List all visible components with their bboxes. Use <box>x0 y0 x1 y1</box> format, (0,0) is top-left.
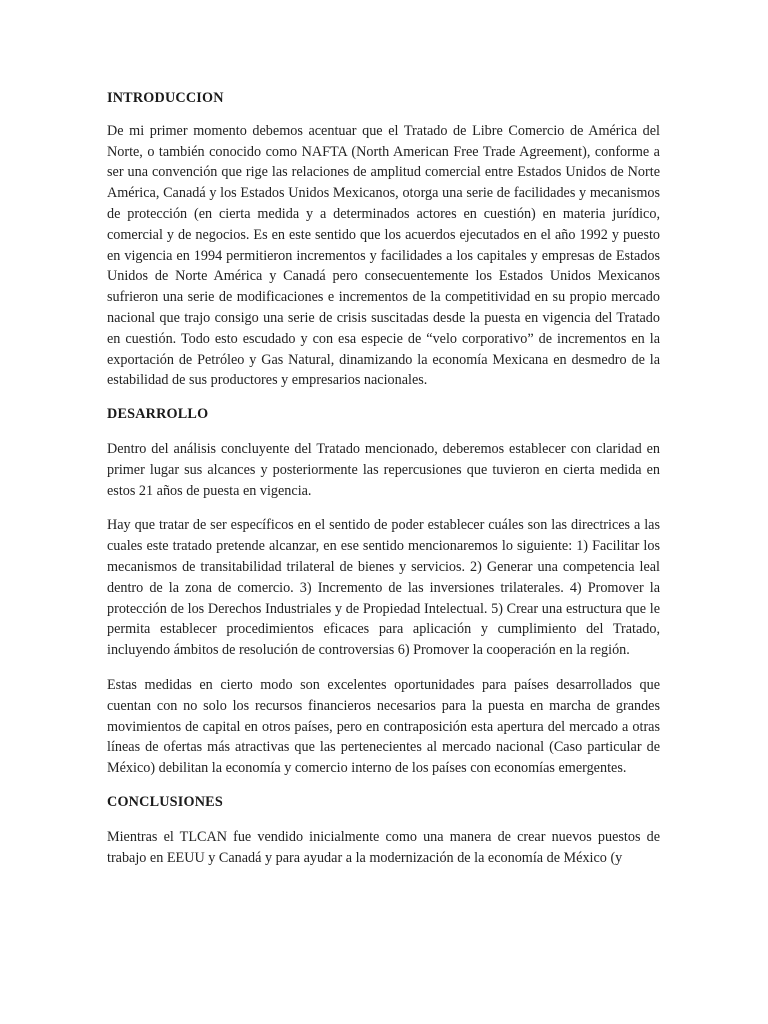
paragraph-desarrollo-1: Dentro del análisis concluyente del Tratado mencionado, deberemos establecer con claridad en primer lugar sus alcances y posteriormente las repercusiones que tuvieron en cierta medida en estos 21 años de puesta en vigencia. <box>107 440 660 499</box>
heading-desarrollo: DESARROLLO <box>107 406 209 423</box>
heading-conclusiones: CONCLUSIONES <box>107 793 223 810</box>
paragraph-conclusiones-1: Mientras el TLCAN fue vendido inicialmente como una manera de crear nuevos puestos de trabajo en EEUU y Canadá y para ayudar a la modernización de la economía de México (y <box>107 828 660 866</box>
paragraph-desarrollo-3: Estas medidas en cierto modo son excelentes oportunidades para países desarrollados que cuentan con no solo los recursos financieros necesarios para la puesta en marcha de grandes movimientos de capital en otros países, pero en contraposición esta apertura del mercado a otras líneas de ofertas más atractivas que las pertenecientes al mercado nacional (Caso particular de México) debilitan la economía y comercio interno de los países con economías emergentes. <box>107 676 660 777</box>
paragraph-introduccion: De mi primer momento debemos acentuar que el Tratado de Libre Comercio de América del Norte, o también conocido como NAFTA (North American Free Trade Agreement), conforme a ser una convención que rige las relaciones de amplitud comercial entre Estados Unidos de Norte América, Canadá y los Estados Unidos Mexicanos, otorga una serie de facilidades y mecanismos de protección (en cierta medida y a determinados actores en cuestión) en materia jurídico, comercial y de negocios. Es en este sentido que los acuerdos ejecutados en el año 1992 y puesto en vigencia en 1994 permitieron incrementos y facilidades a los capitales y empresas de Estados Unidos de Norte América y Canadá pero consecuentemente los Estados Unidos Mexicanos sufrieron una serie de modificaciones e incrementos de la competitividad en su propio mercado nacional que trajo consigo una serie de crisis suscitadas desde la puesta en vigencia del Tratado en cuestión. Todo esto escudado y con esa especie de “velo corporativo” de incrementos en la exportación de Petróleo y Gas Natural, dinamizando la economía Mexicana en desmedro de la estabilidad de sus productores y empresarios nacionales. <box>107 122 660 389</box>
heading-introduccion: INTRODUCCION <box>107 90 224 106</box>
document-page <box>107 88 660 868</box>
paragraph-desarrollo-2: Hay que tratar de ser específicos en el sentido de poder establecer cuáles son las directrices a las cuales este tratado pretende alcanzar, en ese sentido mencionaremos lo siguiente: 1) Facilitar los mecanismos de transitabilidad trilateral de bienes y servicios. 2) Generar una competencia leal dentro de la zona de comercio. 3) Incremento de las inversiones trilaterales. 4) Promover la protección de los Derechos Industriales y de Propiedad Intelectual. 5) Crear una estructura que le permita establecer procedimientos eficaces para aplicación y cumplimiento del Tratado, incluyendo ámbitos de resolución de controversias 6) Promover la cooperación en la región. <box>107 517 660 659</box>
